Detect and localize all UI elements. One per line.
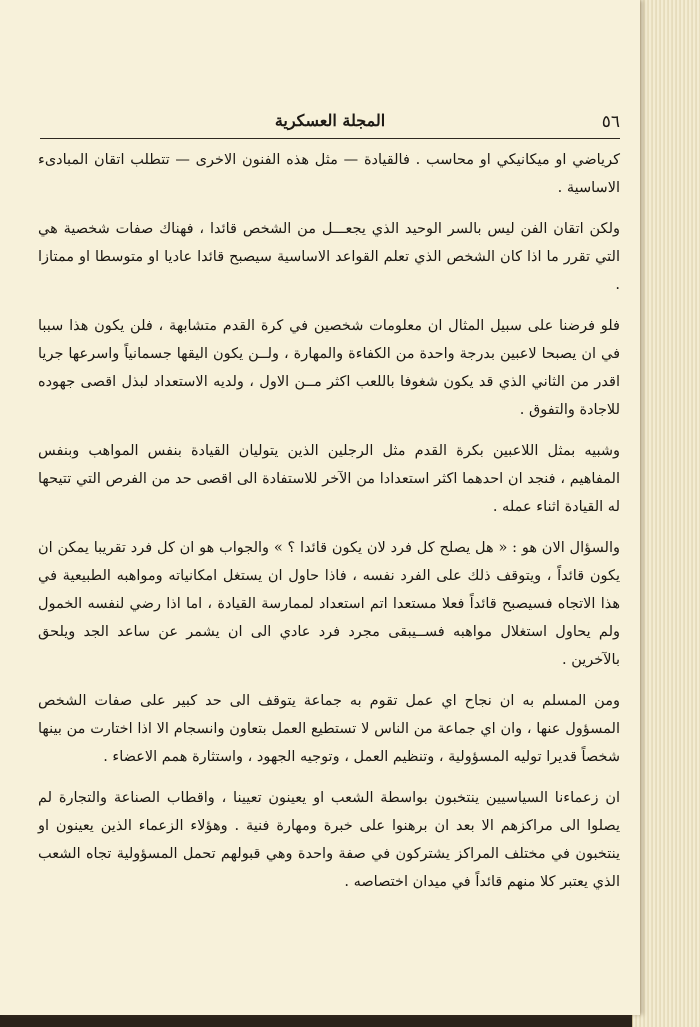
body-text bbox=[38, 146, 620, 909]
paragraph: وشبيه بمثل اللاعبين بكرة القدم مثل الرجلين الذين يتوليان القيادة بنفس المواهب وبنفس المفاهيم ، فنجد ان احدهما اكثر استعدادا من الآخر للاستفادة الى اقصى حد من الفرص التي تتيحها له القيادة اثناء عمله . bbox=[38, 443, 620, 515]
page-number: ٥٦ bbox=[601, 112, 620, 132]
paragraph: ومن المسلم به ان نجاح اي عمل تقوم به جماعة يتوقف الى حد كبير على صفات الشخص المسؤول عنها ، وان اي جماعة من الناس لا تستطيع العمل بتعاون وانسجام الا اذا اختارت من بينها شخصاً قديرا توليه المسؤولية ، وتنظيم العمل ، وتوجيه الجهود ، واستثارة همم الاعضاء . bbox=[38, 693, 620, 765]
paragraph: ان زعماءنا السياسيين ينتخبون بواسطة الشعب او يعينون تعيينا ، واقطاب الصناعة والتجارة لم يصلوا الى مراكزهم الا بعد ان برهنوا على خبرة ومهارة فنية . وهؤلاء الزعماء الذين يعينون او ينتخبون في مختلف المراكز يشتركون في صفة واحدة وهي قبولهم تحمل المسؤولية تجاه الشعب الذي يعتبر كلا منهم قائداً في ميدان اختصاصه . bbox=[38, 790, 620, 890]
paragraph: ولكن اتقان الفن ليس بالسر الوحيد الذي يجعـــل من الشخص قائدا ، فهناك صفات شخصية هي التي تقرر ما اذا كان الشخص الذي تعلم القواعد الاساسية سيصبح قائدا عاديا او متوسطا او ممتازا . bbox=[38, 221, 620, 293]
page-header bbox=[40, 104, 620, 138]
paragraph: والسؤال الان هو : « هل يصلح كل فرد لان يكون قائدا ؟ » والجواب هو ان كل فرد تقريبا يمكن ان يكون قائداً ، ويتوقف ذلك على الفرد نفسه ، فاذا حاول ان يستغل امكانياته ومواهبه الطبيعية في هذا الاتجاه فسيصبح قائداً فعلا مستعدا اتم استعداد لممارسة القيادة ، اما اذا رضي لنفسه الخمول ولم يحاول استغلال مواهبه فســيبقى مجرد فرد عادي الى ان يشمر عن ساعد الجد ويلحق بالآخرين . bbox=[38, 540, 620, 668]
page-edges bbox=[632, 0, 700, 1027]
paragraph: كرياضي او ميكانيكي او محاسب . فالقيادة — مثل هذه الفنون الاخرى — تتطلب اتقان المبادىء الاساسية . bbox=[38, 152, 620, 196]
running-title: المجلة العسكرية bbox=[274, 111, 386, 130]
paragraph: فلو فرضنا على سبيل المثال ان معلومات شخصين في كرة القدم متشابهة ، فلن يكون هذا سببا في ان يصبحا لاعبين بدرجة واحدة من الكفاءة والمهارة ، ولــن يكون اليقها جسمانياً واسرعها جريا اقدر من الثاني الذي قد يكون شغوفا باللعب اكثر مــن الاول ، ولديه الاستعداد لبذل اقصى جهوده للاجادة والتفوق . bbox=[38, 318, 620, 418]
header-rule bbox=[40, 138, 620, 139]
